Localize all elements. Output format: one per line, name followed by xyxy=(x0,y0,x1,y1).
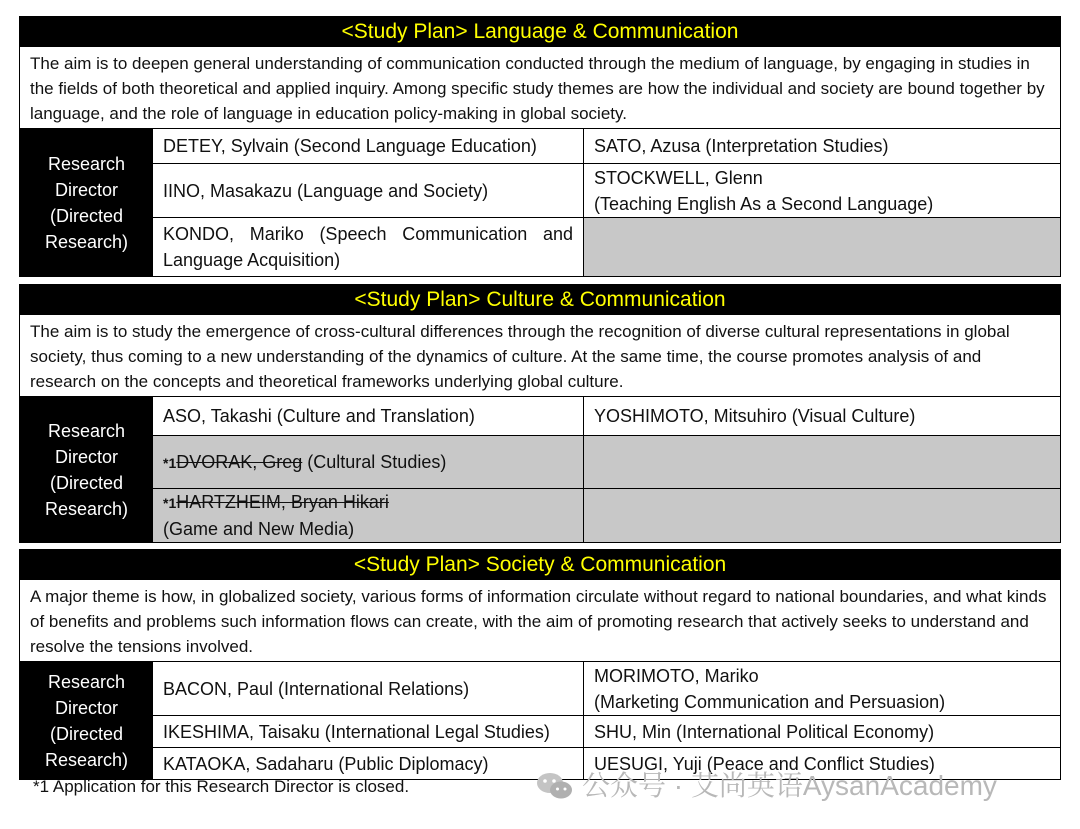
wechat-icon xyxy=(536,771,574,801)
research-director-table xyxy=(20,397,1060,542)
director-cell: BACON, Paul (International Relations) xyxy=(153,662,584,715)
research-director-label: Research Director (Directed Research) xyxy=(20,397,153,542)
research-director-label: Research Director (Directed Research) xyxy=(20,129,153,276)
table-row xyxy=(153,218,1060,276)
empty-cell xyxy=(584,218,1060,276)
table-row xyxy=(153,489,1060,542)
plan-title: <Study Plan> Language & Communication xyxy=(20,17,1060,47)
table-row xyxy=(153,662,1060,716)
plan-title: <Study Plan> Culture & Communication xyxy=(20,285,1060,315)
footnote: *1 Application for this Research Director is closed. xyxy=(33,777,410,796)
director-cell: DETEY, Sylvain (Second Language Education) xyxy=(153,129,584,163)
study-plan-language xyxy=(19,16,1061,277)
plan-description: A major theme is how, in globalized society, various forms of information circulate without regard to national boundaries, and what kinds of benefits and problems such information flows can create, with the aim of promoting research that actively seeks to understand and resolve the tensions involved. xyxy=(20,580,1060,662)
empty-cell xyxy=(584,436,1060,488)
research-director-label: Research Director (Directed Research) xyxy=(20,662,153,779)
plan-description: The aim is to deepen general understanding of communication conducted through the medium of language, by engaging in studies in the fields of both theoretical and applied inquiry. Among specific study themes are how the individual and society are bound together by language, and the role of language in education policy-making in global society. xyxy=(20,47,1060,129)
director-cell: KONDO, Mariko (Speech Communication and Language Acquisition) xyxy=(153,218,584,276)
research-director-table xyxy=(20,662,1060,779)
director-cell: IINO, Masakazu (Language and Society) xyxy=(153,164,584,217)
empty-cell xyxy=(584,489,1060,542)
director-cell-closed: *1DVORAK, Greg (Cultural Studies) xyxy=(153,436,584,488)
study-plan-culture xyxy=(19,284,1061,543)
plan-title: <Study Plan> Society & Communication xyxy=(20,550,1060,580)
table-row xyxy=(153,716,1060,748)
research-director-table xyxy=(20,129,1060,276)
director-cell: SHU, Min (International Political Economy) xyxy=(594,721,935,742)
director-cell: KATAOKA, Sadaharu (Public Diplomacy) xyxy=(153,748,584,779)
director-cell: ASO, Takashi (Culture and Translation) xyxy=(153,397,584,435)
director-cell: MORIMOTO, Mariko (Marketing Communication and Persuasion) xyxy=(594,665,946,712)
director-cell: STOCKWELL, Glenn (Teaching English As a Second Language) xyxy=(594,167,934,214)
director-cell: UESUGI, Yuji (Peace and Conflict Studies) xyxy=(594,753,935,774)
watermark-text: 公众号 · 艾尚英语AysanAcademy xyxy=(582,770,997,801)
table-row xyxy=(153,164,1060,218)
table-row xyxy=(153,129,1060,164)
study-plan-society xyxy=(19,549,1061,780)
watermark xyxy=(536,768,997,804)
director-cell: SATO, Azusa (Interpretation Studies) xyxy=(594,136,889,156)
plan-description: The aim is to study the emergence of cross-cultural differences through the recognition of diverse cultural representations in global society, thus coming to a new understanding of the dynamics of culture. At the same time, the course promotes analysis of and research on the concepts and theoretical frameworks underlying global culture. xyxy=(20,315,1060,397)
director-cell: IKESHIMA, Taisaku (International Legal Studies) xyxy=(153,716,584,747)
table-row xyxy=(153,436,1060,489)
director-cell-closed: *1HARTZHEIM, Bryan Hikari (Game and New Media) xyxy=(153,489,584,542)
table-row xyxy=(153,397,1060,436)
director-cell: YOSHIMOTO, Mitsuhiro (Visual Culture) xyxy=(594,406,916,426)
